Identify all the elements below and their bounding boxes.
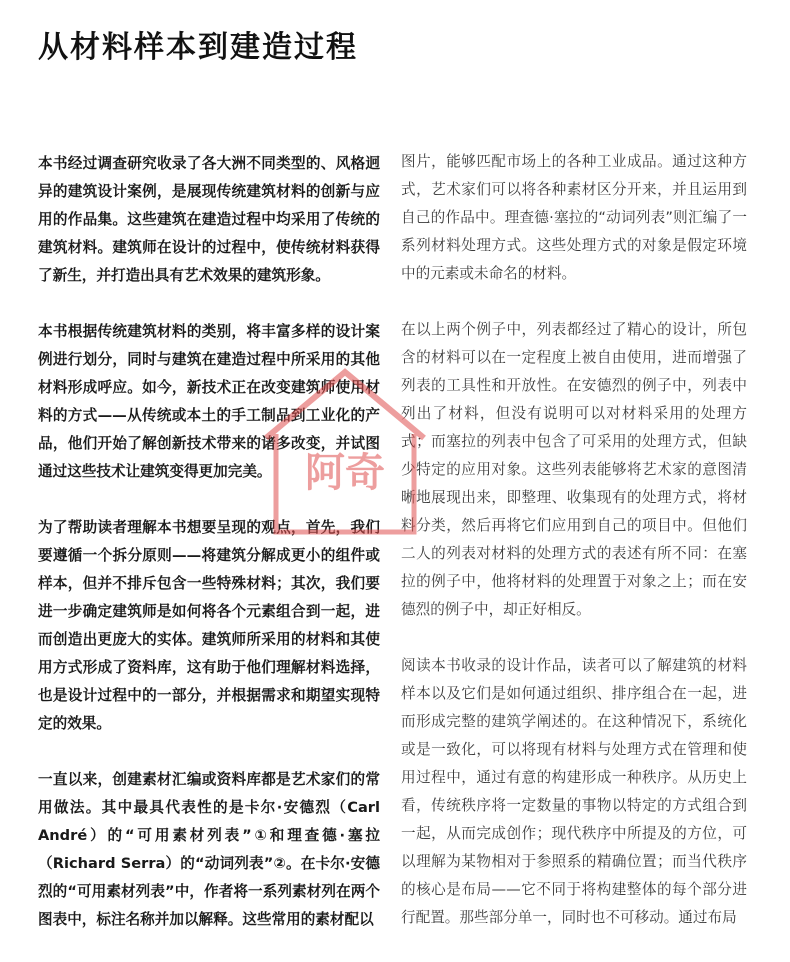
right-text-column — [401, 148, 747, 960]
watermark-text: 阿奇 — [305, 450, 385, 496]
left-text-column — [38, 150, 380, 962]
paragraph: 本书经过调查研究收录了各大洲不同类型的、风格迥异的建筑设计案例，是展现传统建筑材料的创新与应用的作品集。这些建筑在建造过程中均采用了传统的建筑材料。建筑师在设计的过程中，使传统材料获得了新生，并打造出具有艺术效果的建筑形象。 — [38, 155, 380, 284]
paragraph: 本书根据传统建筑材料的类别，将丰富多样的设计案例进行划分，同时与建筑在建造过程中所采用的其他材料形成呼应。如今，新技术正在改变建筑师使用材料的方式——从传统或本土的手工制品到工业化的产品，他们开始了解创新技术带来的诸多改变，并试图通过这些技术让建筑变得更加完美。 — [38, 323, 380, 480]
paragraph: 一直以来，创建素材汇编或资料库都是艺术家们的常用做法。其中最具代表性的是卡尔·安德烈（Carl André）的“可用素材列表”①和理查德·塞拉（Richard Serra）的“动词列表”②。在卡尔·安德烈的“可用素材列表”中，作者将一系列素材列在两个图表中，标注名称并加以解释。这些常用的素材配以 — [38, 771, 380, 928]
paragraph: 在以上两个例子中，列表都经过了精心的设计，所包含的材料可以在一定程度上被自由使用，进而增强了列表的工具性和开放性。在安德烈的例子中，列表中列出了材料，但没有说明可以对材料采用的处理方式；而塞拉的列表中包含了可采用的处理方式，但缺少特定的应用对象。这些列表能够将艺术家的意图清晰地展现出来，即整理、收集现有的处理方式，将材料分类，然后再将它们应用到自己的项目中。但他们二人的列表对材料的处理方式的表述有所不同：在塞拉的例子中，他将材料的处理置于对象之上；而在安德烈的例子中，却正好相反。 — [401, 321, 747, 618]
paragraph: 图片，能够匹配市场上的各种工业成品。通过这种方式，艺术家们可以将各种素材区分开来，并且运用到自己的作品中。理查德·塞拉的“动词列表”则汇编了一系列材料处理方式。这些处理方式的对象是假定环境中的元素或未命名的材料。 — [401, 153, 747, 282]
page-title: 从材料样本到建造过程 — [38, 30, 358, 65]
paragraph: 为了帮助读者理解本书想要呈现的观点，首先，我们要遵循一个拆分原则——将建筑分解成更小的组件或样本，但并不排斥包含一些特殊材料；其次，我们要进一步确定建筑师是如何将各个元素组合到一起，进而创造出更庞大的实体。建筑师所采用的材料和其使用方式形成了资料库，这有助于他们理解材料选择，也是设计过程中的一部分，并根据需求和期望实现特定的效果。 — [38, 519, 380, 732]
paragraph: 阅读本书收录的设计作品，读者可以了解建筑的材料样本以及它们是如何通过组织、排序组合在一起，进而形成完整的建筑学阐述的。在这种情况下，系统化或是一致化，可以将现有材料与处理方式在管理和使用过程中，通过有意的构建形成一种秩序。从历史上看，传统秩序将一定数量的事物以特定的方式组合到一起，从而完成创作；现代秩序中所提及的方位，可以理解为某物相对于参照系的精确位置；而当代秩序的核心是布局——它不同于将构建整体的每个部分进行配置。那些部分单一，同时也不可移动。通过布局 — [401, 657, 747, 926]
